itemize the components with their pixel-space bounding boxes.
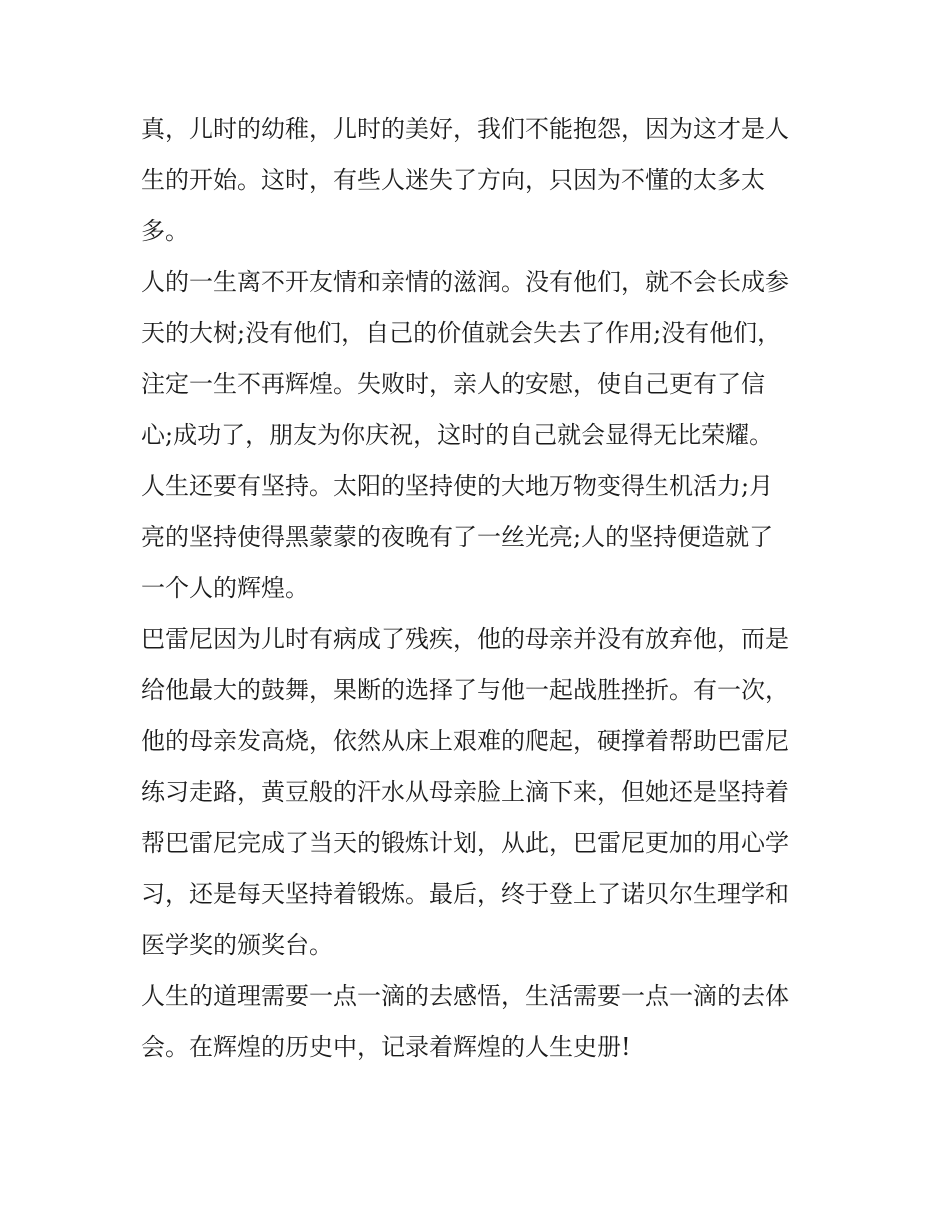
text-line: 注定一生不再辉煌。失败时，亲人的安慰，使自己更有了信 [141, 370, 765, 398]
text-line: 习，还是每天坚持着锻炼。最后，终于登上了诺贝尔生理学和 [141, 880, 789, 908]
text-line: 真，儿时的幼稚，儿时的美好，我们不能抱怨，因为这才是人 [141, 115, 789, 143]
text-line: 医学奖的颁奖台。 [141, 931, 333, 959]
text-line: 天的大树;没有他们，自己的价值就会失去了作用;没有他们， [141, 319, 782, 347]
text-line: 多。 [141, 217, 189, 245]
text-line: 心;成功了，朋友为你庆祝，这时的自己就会显得无比荣耀。 [141, 421, 774, 449]
text-line: 一个人的辉煌。 [141, 574, 309, 602]
paragraph-5 [141, 971, 813, 1073]
text-line: 人的一生离不开友情和亲情的滋润。没有他们，就不会长成参 [141, 268, 789, 296]
paragraph-4 [141, 614, 813, 971]
text-line: 生的开始。这时，有些人迷失了方向，只因为不懂的太多太 [141, 166, 765, 194]
text-line: 巴雷尼因为儿时有病成了残疾，他的母亲并没有放弃他，而是 [141, 625, 789, 653]
paragraph-1 [141, 104, 813, 257]
text-line: 亮的坚持使得黑蒙蒙的夜晚有了一丝光亮;人的坚持便造就了 [141, 523, 774, 551]
text-line: 他的母亲发高烧，依然从床上艰难的爬起，硬撑着帮助巴雷尼 [141, 727, 789, 755]
text-line: 人生还要有坚持。太阳的坚持使的大地万物变得生机活力;月 [141, 472, 774, 500]
text-line: 人生的道理需要一点一滴的去感悟，生活需要一点一滴的去体 [141, 982, 789, 1010]
text-line: 给他最大的鼓舞，果断的选择了与他一起战胜挫折。有一次， [141, 676, 789, 704]
document-body [141, 104, 813, 1073]
paragraph-3 [141, 461, 813, 614]
text-line: 帮巴雷尼完成了当天的锻炼计划，从此，巴雷尼更加的用心学 [141, 829, 789, 857]
text-line: 会。在辉煌的历史中，记录着辉煌的人生史册! [141, 1033, 631, 1061]
paragraph-2 [141, 257, 813, 461]
text-line: 练习走路，黄豆般的汗水从母亲脸上滴下来，但她还是坚持着 [141, 778, 789, 806]
